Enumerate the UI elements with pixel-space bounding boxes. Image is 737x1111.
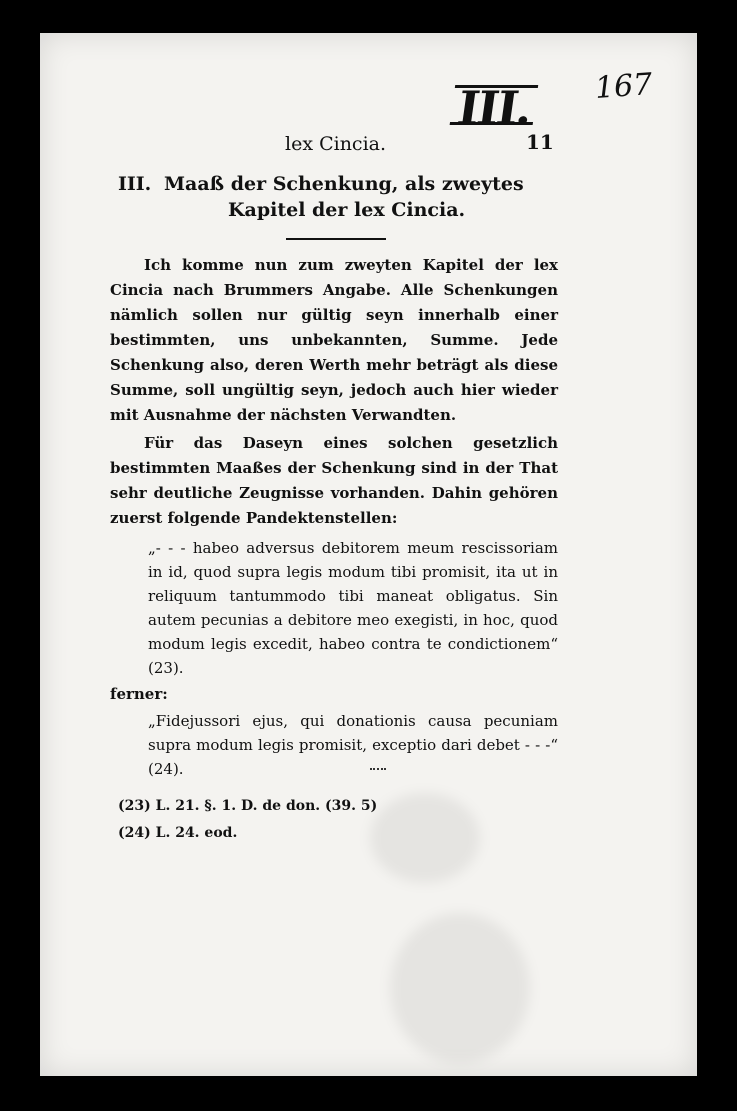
section-heading — [118, 173, 618, 221]
paragraph: Für das Daseyn eines solchen gesetzlich bestimmten Maaßes der Schenkung sind in der That sehr deutliche Zeugnisse vorhanden. Dahin gehören zuerst folgende Pandektenstellen: — [110, 434, 558, 527]
paragraph: Ich komme nun zum zweyten Kapitel der lex Cincia nach Brummers Angabe. Alle Schenkungen nämlich sollen nur gültig seyn innerhalb einer bestimmten, uns unbekannten, Summe. Jede Schenkung also, deren Werth mehr beträgt als diese Summe, soll ungültig seyn, jedoch auch hier wieder mit Ausnahme der nächsten Verwandten. — [110, 256, 558, 424]
stain — [390, 913, 530, 1063]
section-title-line1: Maaß der Schenkung, als zweytes — [164, 173, 524, 195]
body-text — [110, 253, 558, 781]
footnote: (24) L. 24. eod. — [118, 825, 238, 841]
document-page — [40, 33, 697, 1076]
running-head — [40, 130, 697, 163]
heading-rule — [286, 238, 386, 240]
page-number: 11 — [526, 130, 554, 154]
quote-block: „- - - habeo adversus debitorem meum rescissoriam in id, quod supra legis modum tibi promisit, ita ut in reliquum tantummodo tibi maneat obligatus. Sin autem pecunias a debitore meo exegisti, in hoc, quod modum legis excedit, habeo contra te condictionem“ (23). — [148, 539, 558, 677]
handwritten-folio-number: 167 — [593, 67, 654, 106]
ferner-label: ferner: — [110, 685, 168, 703]
handwritten-roman-numeral: III. — [454, 81, 535, 135]
section-title-line2: Kapitel der lex Cincia. — [228, 199, 466, 221]
separator-mark — [370, 768, 386, 770]
running-head-title: lex Cincia. — [285, 133, 387, 155]
footnotes — [118, 793, 518, 847]
quote-block: „Fidejussori ejus, qui donationis causa pecuniam supra modum legis promisit, exceptio dari debet - - -“ (24). — [148, 712, 558, 778]
footnote: (23) L. 21. §. 1. D. de don. (39. 5) — [118, 798, 378, 814]
section-number: III. — [118, 173, 152, 195]
